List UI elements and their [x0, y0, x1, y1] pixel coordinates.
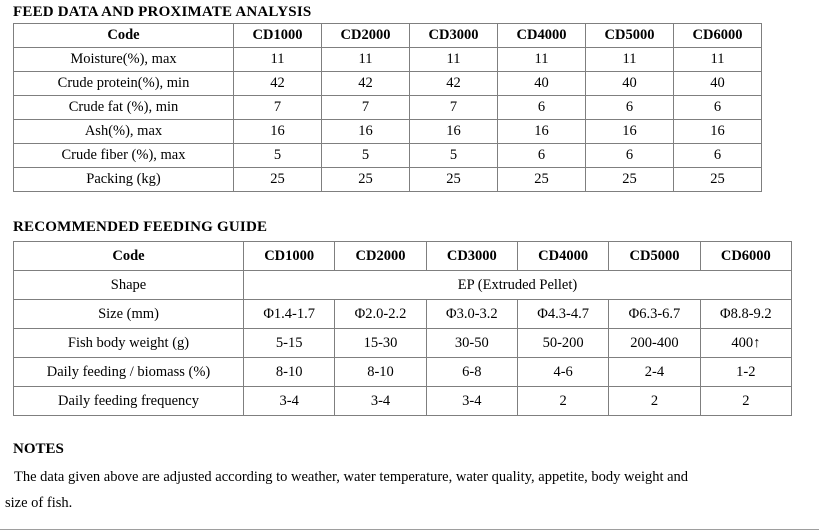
- header-cell: CD6000: [700, 242, 791, 271]
- value-cell: 16: [410, 120, 498, 144]
- value-cell: 25: [234, 168, 322, 192]
- value-cell: 5-15: [244, 329, 335, 358]
- notes-text-line: The data given above are adjusted according to weather, water temperature, water quality, appetite, body weight and: [14, 469, 689, 485]
- row-label: Ash(%), max: [14, 120, 234, 144]
- row-label: Moisture(%), max: [14, 48, 234, 72]
- value-cell: Φ8.8-9.2: [700, 300, 791, 329]
- value-cell: 25: [674, 168, 762, 192]
- row-label: Crude fiber (%), max: [14, 144, 234, 168]
- header-cell: CD6000: [674, 24, 762, 48]
- table-row-fish-body-weight: [14, 329, 792, 358]
- row-label: Daily feeding frequency: [14, 387, 244, 416]
- table-row-crude-fat: [14, 96, 762, 120]
- merged-value-cell: EP (Extruded Pellet): [244, 271, 792, 300]
- value-cell: Φ2.0-2.2: [335, 300, 426, 329]
- table-row-daily-feeding-biomass: [14, 358, 792, 387]
- value-cell: 6: [498, 144, 586, 168]
- value-cell: 8-10: [335, 358, 426, 387]
- value-cell: 42: [322, 72, 410, 96]
- header-cell-code: Code: [14, 24, 234, 48]
- table-row-crude-protein: [14, 72, 762, 96]
- row-label: Shape: [14, 271, 244, 300]
- value-cell: 8-10: [244, 358, 335, 387]
- header-cell: CD4000: [517, 242, 608, 271]
- value-cell: 40: [498, 72, 586, 96]
- header-cell: CD1000: [244, 242, 335, 271]
- value-cell: 11: [234, 48, 322, 72]
- feed-data-table: [13, 23, 762, 192]
- value-cell: 200-400: [609, 329, 700, 358]
- value-cell: 400↑: [700, 329, 791, 358]
- row-label: Crude protein(%), min: [14, 72, 234, 96]
- value-cell: 2: [517, 387, 608, 416]
- table-row-crude-fiber: [14, 144, 762, 168]
- value-cell: 6: [498, 96, 586, 120]
- table-header-row: [14, 24, 762, 48]
- table-row-size: [14, 300, 792, 329]
- header-cell: CD3000: [410, 24, 498, 48]
- value-cell: 7: [322, 96, 410, 120]
- section-title-feeding-guide: RECOMMENDED FEEDING GUIDE: [13, 219, 268, 235]
- value-cell: 2: [609, 387, 700, 416]
- value-cell: 25: [498, 168, 586, 192]
- table-row-ash: [14, 120, 762, 144]
- value-cell: 5: [322, 144, 410, 168]
- value-cell: 25: [322, 168, 410, 192]
- value-cell: 25: [410, 168, 498, 192]
- value-cell: 3-4: [244, 387, 335, 416]
- value-cell: Φ1.4-1.7: [244, 300, 335, 329]
- header-cell: CD5000: [609, 242, 700, 271]
- section-feed-data: [13, 3, 805, 192]
- row-label: Crude fat (%), min: [14, 96, 234, 120]
- value-cell: 40: [674, 72, 762, 96]
- value-cell: 3-4: [335, 387, 426, 416]
- header-cell: CD1000: [234, 24, 322, 48]
- header-cell-code: Code: [14, 242, 244, 271]
- value-cell: 6-8: [426, 358, 517, 387]
- table-row-daily-feeding-frequency: [14, 387, 792, 416]
- feeding-guide-table: [13, 241, 792, 416]
- value-cell: 30-50: [426, 329, 517, 358]
- value-cell: 7: [234, 96, 322, 120]
- value-cell: 5: [234, 144, 322, 168]
- notes-heading: NOTES: [13, 441, 64, 457]
- value-cell: 2: [700, 387, 791, 416]
- notes-text-line: size of fish.: [5, 495, 73, 511]
- value-cell: 16: [674, 120, 762, 144]
- value-cell: 16: [498, 120, 586, 144]
- table-row-moisture: [14, 48, 762, 72]
- section-feeding-guide: [13, 218, 805, 416]
- value-cell: 16: [234, 120, 322, 144]
- value-cell: 16: [586, 120, 674, 144]
- value-cell: 15-30: [335, 329, 426, 358]
- header-cell: CD5000: [586, 24, 674, 48]
- row-label: Daily feeding / biomass (%): [14, 358, 244, 387]
- header-cell: CD3000: [426, 242, 517, 271]
- value-cell: Φ4.3-4.7: [517, 300, 608, 329]
- value-cell: 16: [322, 120, 410, 144]
- value-cell: 6: [674, 96, 762, 120]
- table-row-packing: [14, 168, 762, 192]
- value-cell: 11: [586, 48, 674, 72]
- value-cell: 6: [586, 96, 674, 120]
- value-cell: 11: [410, 48, 498, 72]
- value-cell: 5: [410, 144, 498, 168]
- value-cell: 4-6: [517, 358, 608, 387]
- value-cell: 6: [674, 144, 762, 168]
- header-cell: CD2000: [335, 242, 426, 271]
- row-label: Fish body weight (g): [14, 329, 244, 358]
- value-cell: 42: [234, 72, 322, 96]
- row-label: Packing (kg): [14, 168, 234, 192]
- table-row-shape: [14, 271, 792, 300]
- value-cell: 25: [586, 168, 674, 192]
- value-cell: 7: [410, 96, 498, 120]
- value-cell: 2-4: [609, 358, 700, 387]
- value-cell: 1-2: [700, 358, 791, 387]
- value-cell: 11: [674, 48, 762, 72]
- value-cell: 6: [586, 144, 674, 168]
- value-cell: Φ6.3-6.7: [609, 300, 700, 329]
- value-cell: 40: [586, 72, 674, 96]
- value-cell: Φ3.0-3.2: [426, 300, 517, 329]
- value-cell: 3-4: [426, 387, 517, 416]
- section-title-feed-data: FEED DATA AND PROXIMATE ANALYSIS: [13, 4, 312, 20]
- value-cell: 11: [322, 48, 410, 72]
- table-header-row: [14, 242, 792, 271]
- notes-section: [5, 440, 805, 516]
- row-label: Size (mm): [14, 300, 244, 329]
- value-cell: 50-200: [517, 329, 608, 358]
- header-cell: CD2000: [322, 24, 410, 48]
- value-cell: 42: [410, 72, 498, 96]
- value-cell: 11: [498, 48, 586, 72]
- header-cell: CD4000: [498, 24, 586, 48]
